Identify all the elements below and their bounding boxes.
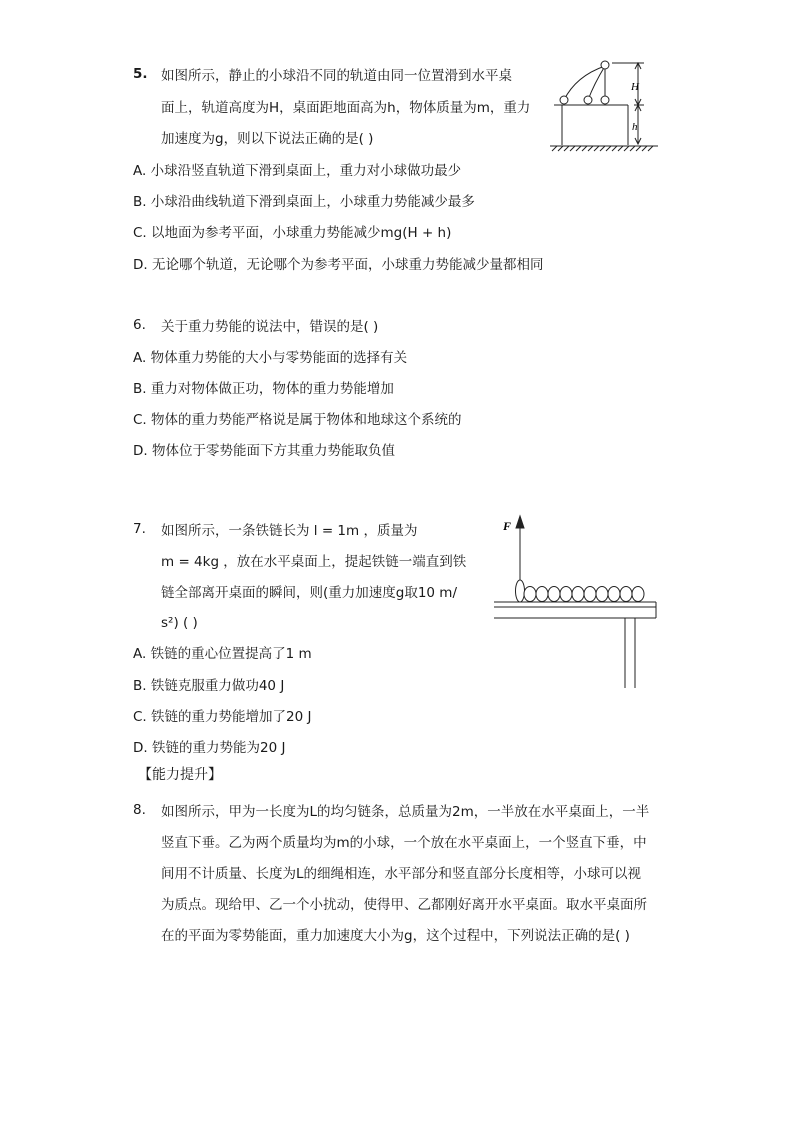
q5-stem-line-3: 加速度为g，则以下说法正确的是( ) <box>161 131 374 147</box>
q5-figure-track-diagram <box>548 58 660 156</box>
q7-option-c: C. 铁链的重力势能增加了20 J <box>133 709 312 725</box>
q5-figure-label-H: H <box>631 81 639 93</box>
q7-figure-label-F: F <box>503 519 512 533</box>
q8-stem-line-3: 间用不计质量、长度为L的细绳相连，水平部分和竖直部分长度相等，小球可以视 <box>161 866 642 882</box>
q8-stem-line-5: 在的平面为零势能面，重力加速度大小为g，这个过程中，下列说法正确的是( ) <box>161 928 630 944</box>
q7-figure-chain-diagram <box>490 512 658 692</box>
q6-option-b: B. 重力对物体做正功，物体的重力势能增加 <box>133 381 394 397</box>
q8-stem-line-2: 竖直下垂。乙为两个质量均为m的小球，一个放在水平桌面上，一个竖直下垂，中 <box>161 835 647 851</box>
q5-stem-line-2: 面上，轨道高度为H，桌面距地面高为h，物体质量为m，重力 <box>161 100 531 116</box>
q5-number: 5. <box>133 66 148 82</box>
q7-stem-line-4: s²) ( ) <box>161 615 198 631</box>
q5-figure-label-h: h <box>632 121 638 133</box>
q7-stem-line-2: m = 4kg ，放在水平桌面上，提起铁链一端直到铁 <box>161 554 467 570</box>
q5-option-b: B. 小球沿曲线轨道下滑到桌面上，小球重力势能减少最多 <box>133 194 475 210</box>
q8-stem-line-4: 为质点。现给甲、乙一个小扰动，使得甲、乙都刚好离开水平桌面。取水平桌面所 <box>161 897 647 913</box>
q8-stem-line-1: 如图所示，甲为一长度为L的均匀链条，总质量为2m，一半放在水平桌面上，一半 <box>161 804 650 820</box>
q5-option-a: A. 小球沿竖直轨道下滑到桌面上，重力对小球做功最少 <box>133 163 462 179</box>
q6-option-a: A. 物体重力势能的大小与零势能面的选择有关 <box>133 350 408 366</box>
q7-option-b: B. 铁链克服重力做功40 J <box>133 678 285 694</box>
q7-stem-line-3: 链全部离开桌面的瞬间，则(重力加速度g取10 m/ <box>161 585 458 601</box>
q5-stem-line-1: 如图所示，静止的小球沿不同的轨道由同一位置滑到水平桌 <box>161 68 512 84</box>
section-heading: 【能力提升】 <box>138 767 222 783</box>
q7-option-a: A. 铁链的重心位置提高了1 m <box>133 646 312 662</box>
q7-stem-line-1: 如图所示，一条铁链长为 l = 1m ，质量为 <box>161 523 418 539</box>
q7-number: 7. <box>133 521 146 537</box>
q5-option-d: D. 无论哪个轨道，无论哪个为参考平面，小球重力势能减少量都相同 <box>133 257 544 273</box>
q6-stem-line-1: 关于重力势能的说法中，错误的是( ) <box>161 319 379 335</box>
q5-option-c: C. 以地面为参考平面，小球重力势能减少mg(H + h) <box>133 225 452 241</box>
q7-option-d: D. 铁链的重力势能为20 J <box>133 740 286 756</box>
q6-option-d: D. 物体位于零势能面下方其重力势能取负值 <box>133 443 395 459</box>
q6-option-c: C. 物体的重力势能严格说是属于物体和地球这个系统的 <box>133 412 462 428</box>
q6-number: 6. <box>133 317 146 333</box>
q8-number: 8. <box>133 802 146 818</box>
